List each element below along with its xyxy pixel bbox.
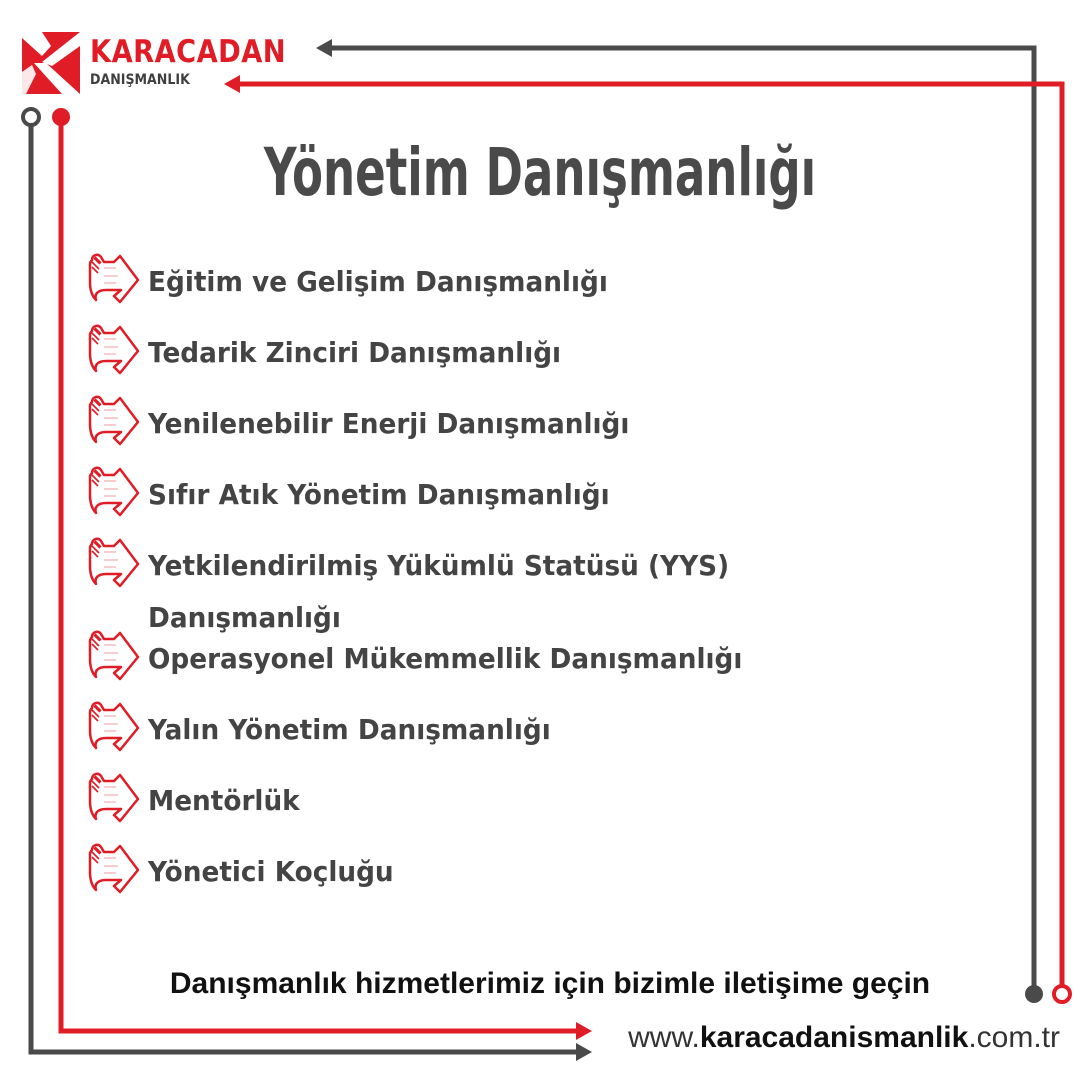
service-label: Operasyonel Mükemmellik Danışmanlığı — [148, 642, 743, 675]
pointing-hand-icon — [86, 698, 142, 758]
arrow-left-gray-icon — [316, 39, 332, 57]
brand-subtitle: DANIŞMANLIK — [90, 72, 190, 88]
service-label: Tedarik Zinciri Danışmanlığı — [148, 336, 562, 369]
page-title: Yönetim Danışmanlığı — [263, 134, 817, 211]
service-label: Eğitim ve Gelişim Danışmanlığı — [148, 265, 608, 298]
contact-call-to-action: Danışmanlık hizmetlerimiz için bizimle iletişime geçin — [169, 967, 931, 1000]
brand-name: KARACADAN — [90, 34, 287, 70]
pointing-hand-icon — [86, 627, 142, 687]
pointing-hand-icon — [86, 463, 142, 523]
service-label: Yönetici Koçluğu — [148, 855, 394, 888]
brand-block — [90, 34, 313, 88]
pointing-hand-icon — [86, 769, 142, 829]
pointing-hand-icon — [86, 840, 142, 900]
url-domain: karacadanismanlik — [699, 1021, 969, 1054]
pointing-hand-icon — [86, 392, 142, 452]
service-label: Yalın Yönetim Danışmanlığı — [148, 713, 551, 746]
service-label: Yetkilendirilmiş Yükümlü Statüsü (YYS) Danışmanlığı — [148, 549, 730, 634]
arrow-right-red-icon — [576, 1022, 592, 1040]
website-url[interactable] — [628, 1018, 1060, 1058]
url-suffix: .com.tr — [968, 1021, 1060, 1054]
pointing-hand-icon — [86, 534, 142, 594]
pointing-hand-icon — [86, 321, 142, 381]
dot-red-filled-icon — [52, 108, 70, 126]
url-prefix: www. — [628, 1021, 700, 1054]
pointing-hand-icon — [86, 250, 142, 310]
k-logo-icon — [22, 32, 80, 98]
arrow-right-gray-icon — [576, 1043, 592, 1061]
service-label: Mentörlük — [148, 784, 300, 817]
dot-gray-open-icon — [23, 109, 39, 125]
service-label: Sıfır Atık Yönetim Danışmanlığı — [148, 478, 610, 511]
service-label: Yenilenebilir Enerji Danışmanlığı — [148, 407, 630, 440]
